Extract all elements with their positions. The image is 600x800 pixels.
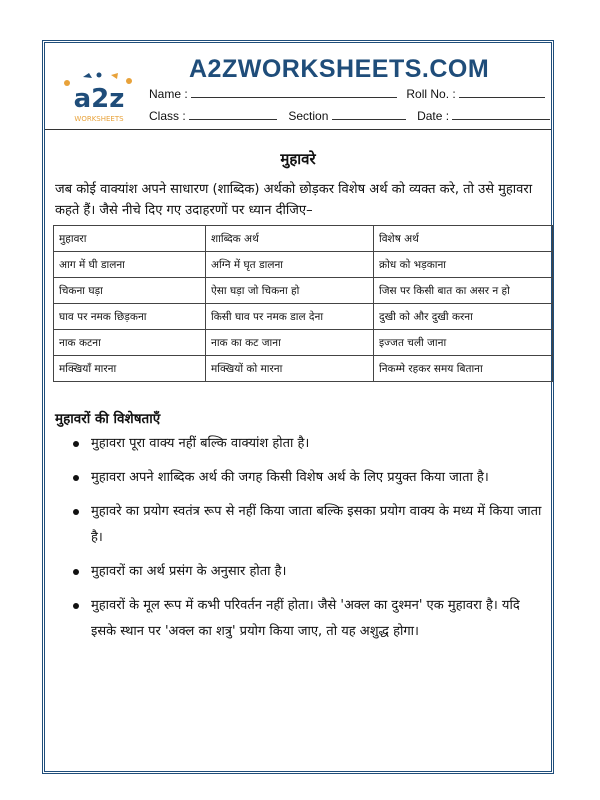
date-label: Date : (417, 109, 450, 123)
bullet-icon (73, 509, 79, 515)
table-cell: दुखी को और दुखी करना (374, 304, 553, 330)
page-heading: मुहावरे (280, 150, 316, 168)
feature-item (65, 593, 547, 645)
table-cell: निकम्मे रहकर समय बिताना (374, 356, 553, 382)
table-header-cell: विशेष अर्थ (374, 226, 553, 252)
logo-text: a2z (73, 84, 125, 114)
site-title: A2ZWORKSHEETS.COM (189, 55, 490, 83)
table-cell: मक्खियों को मारना (206, 356, 374, 382)
table-cell: जिस पर किसी बात का असर न हो (374, 278, 553, 304)
table-cell: ऐसा घड़ा जो चिकना हो (206, 278, 374, 304)
table-cell: इज्जत चली जाना (374, 330, 553, 356)
table-header-cell: मुहावरा (54, 226, 206, 252)
feature-text: मुहावरों का अर्थ प्रसंग के अनुसार होता है। (91, 564, 287, 579)
features-list (65, 431, 547, 653)
features-heading: मुहावरों की विशेषताएँ (55, 411, 161, 427)
a2z-logo (59, 69, 139, 125)
table-cell: घाव पर नमक छिड़कना (54, 304, 206, 330)
table-header-row (54, 226, 553, 252)
table-row (54, 278, 553, 304)
table-header-cell: शाब्दिक अर्थ (206, 226, 374, 252)
table-cell: चिकना घड़ा (54, 278, 206, 304)
date-field[interactable] (452, 109, 550, 120)
feature-text: मुहावरा पूरा वाक्य नहीं बल्कि वाक्यांश होता है। (91, 436, 310, 451)
table-cell: नाक का कट जाना (206, 330, 374, 356)
roll-label: Roll No. : (406, 87, 456, 101)
table-cell: क्रोध को भड़काना (374, 252, 553, 278)
table-row (54, 330, 553, 356)
feature-item (65, 559, 547, 585)
name-field[interactable] (191, 87, 397, 98)
bullet-icon (73, 475, 79, 481)
class-section-date-row (149, 109, 550, 123)
bullet-icon (73, 603, 79, 609)
feature-item (65, 465, 547, 491)
table-cell: नाक कटना (54, 330, 206, 356)
intro-paragraph: जब कोई वाक्यांश अपने साधारण (शाब्दिक) अर्थको छोड़कर विशेष अर्थ को व्यक्त करे, तो उसे मुहावरा कहते हैं। जैसे नीचे दिए गए उदाहरणों पर ध्यान दीजिए– (55, 182, 533, 218)
worksheet-frame (42, 40, 554, 774)
table-cell: किसी घाव पर नमक डाल देना (206, 304, 374, 330)
feature-item (65, 499, 547, 551)
idiom-table (53, 225, 553, 382)
name-label: Name : (149, 87, 188, 101)
table-row (54, 304, 553, 330)
table-row (54, 252, 553, 278)
feature-item (65, 431, 547, 457)
bullet-icon (73, 569, 79, 575)
feature-text: मुहावरों के मूल रूप में कभी परिवर्तन नहीं होता। जैसे 'अक्ल का दुश्मन' एक मुहावरा है। यदि इसके स्थान पर 'अक्ल का शत्रु' प्रयोग किया जाए, तो यह अशुद्ध होगा। (91, 598, 520, 639)
class-field[interactable] (189, 109, 277, 120)
bullet-icon (73, 441, 79, 447)
table-cell: मक्खियाँ मारना (54, 356, 206, 382)
section-field[interactable] (332, 109, 406, 120)
feature-text: मुहावरे का प्रयोग स्वतंत्र रूप से नहीं किया जाता बल्कि इसका प्रयोग वाक्य के मध्य में किया जाता है। (91, 504, 542, 545)
table-cell: आग में घी डालना (54, 252, 206, 278)
section-label: Section (288, 109, 329, 123)
class-label: Class : (149, 109, 186, 123)
feature-text: मुहावरा अपने शाब्दिक अर्थ की जगह किसी विशेष अर्थ के लिए प्रयुक्त किया जाता है। (91, 470, 489, 485)
table-row (54, 356, 553, 382)
table-cell: अग्नि में घृत डालना (206, 252, 374, 278)
name-roll-row (149, 87, 545, 101)
logo-subtext: WORKSHEETS (74, 115, 124, 123)
worksheet-header (45, 43, 551, 130)
roll-no-field[interactable] (459, 87, 545, 98)
